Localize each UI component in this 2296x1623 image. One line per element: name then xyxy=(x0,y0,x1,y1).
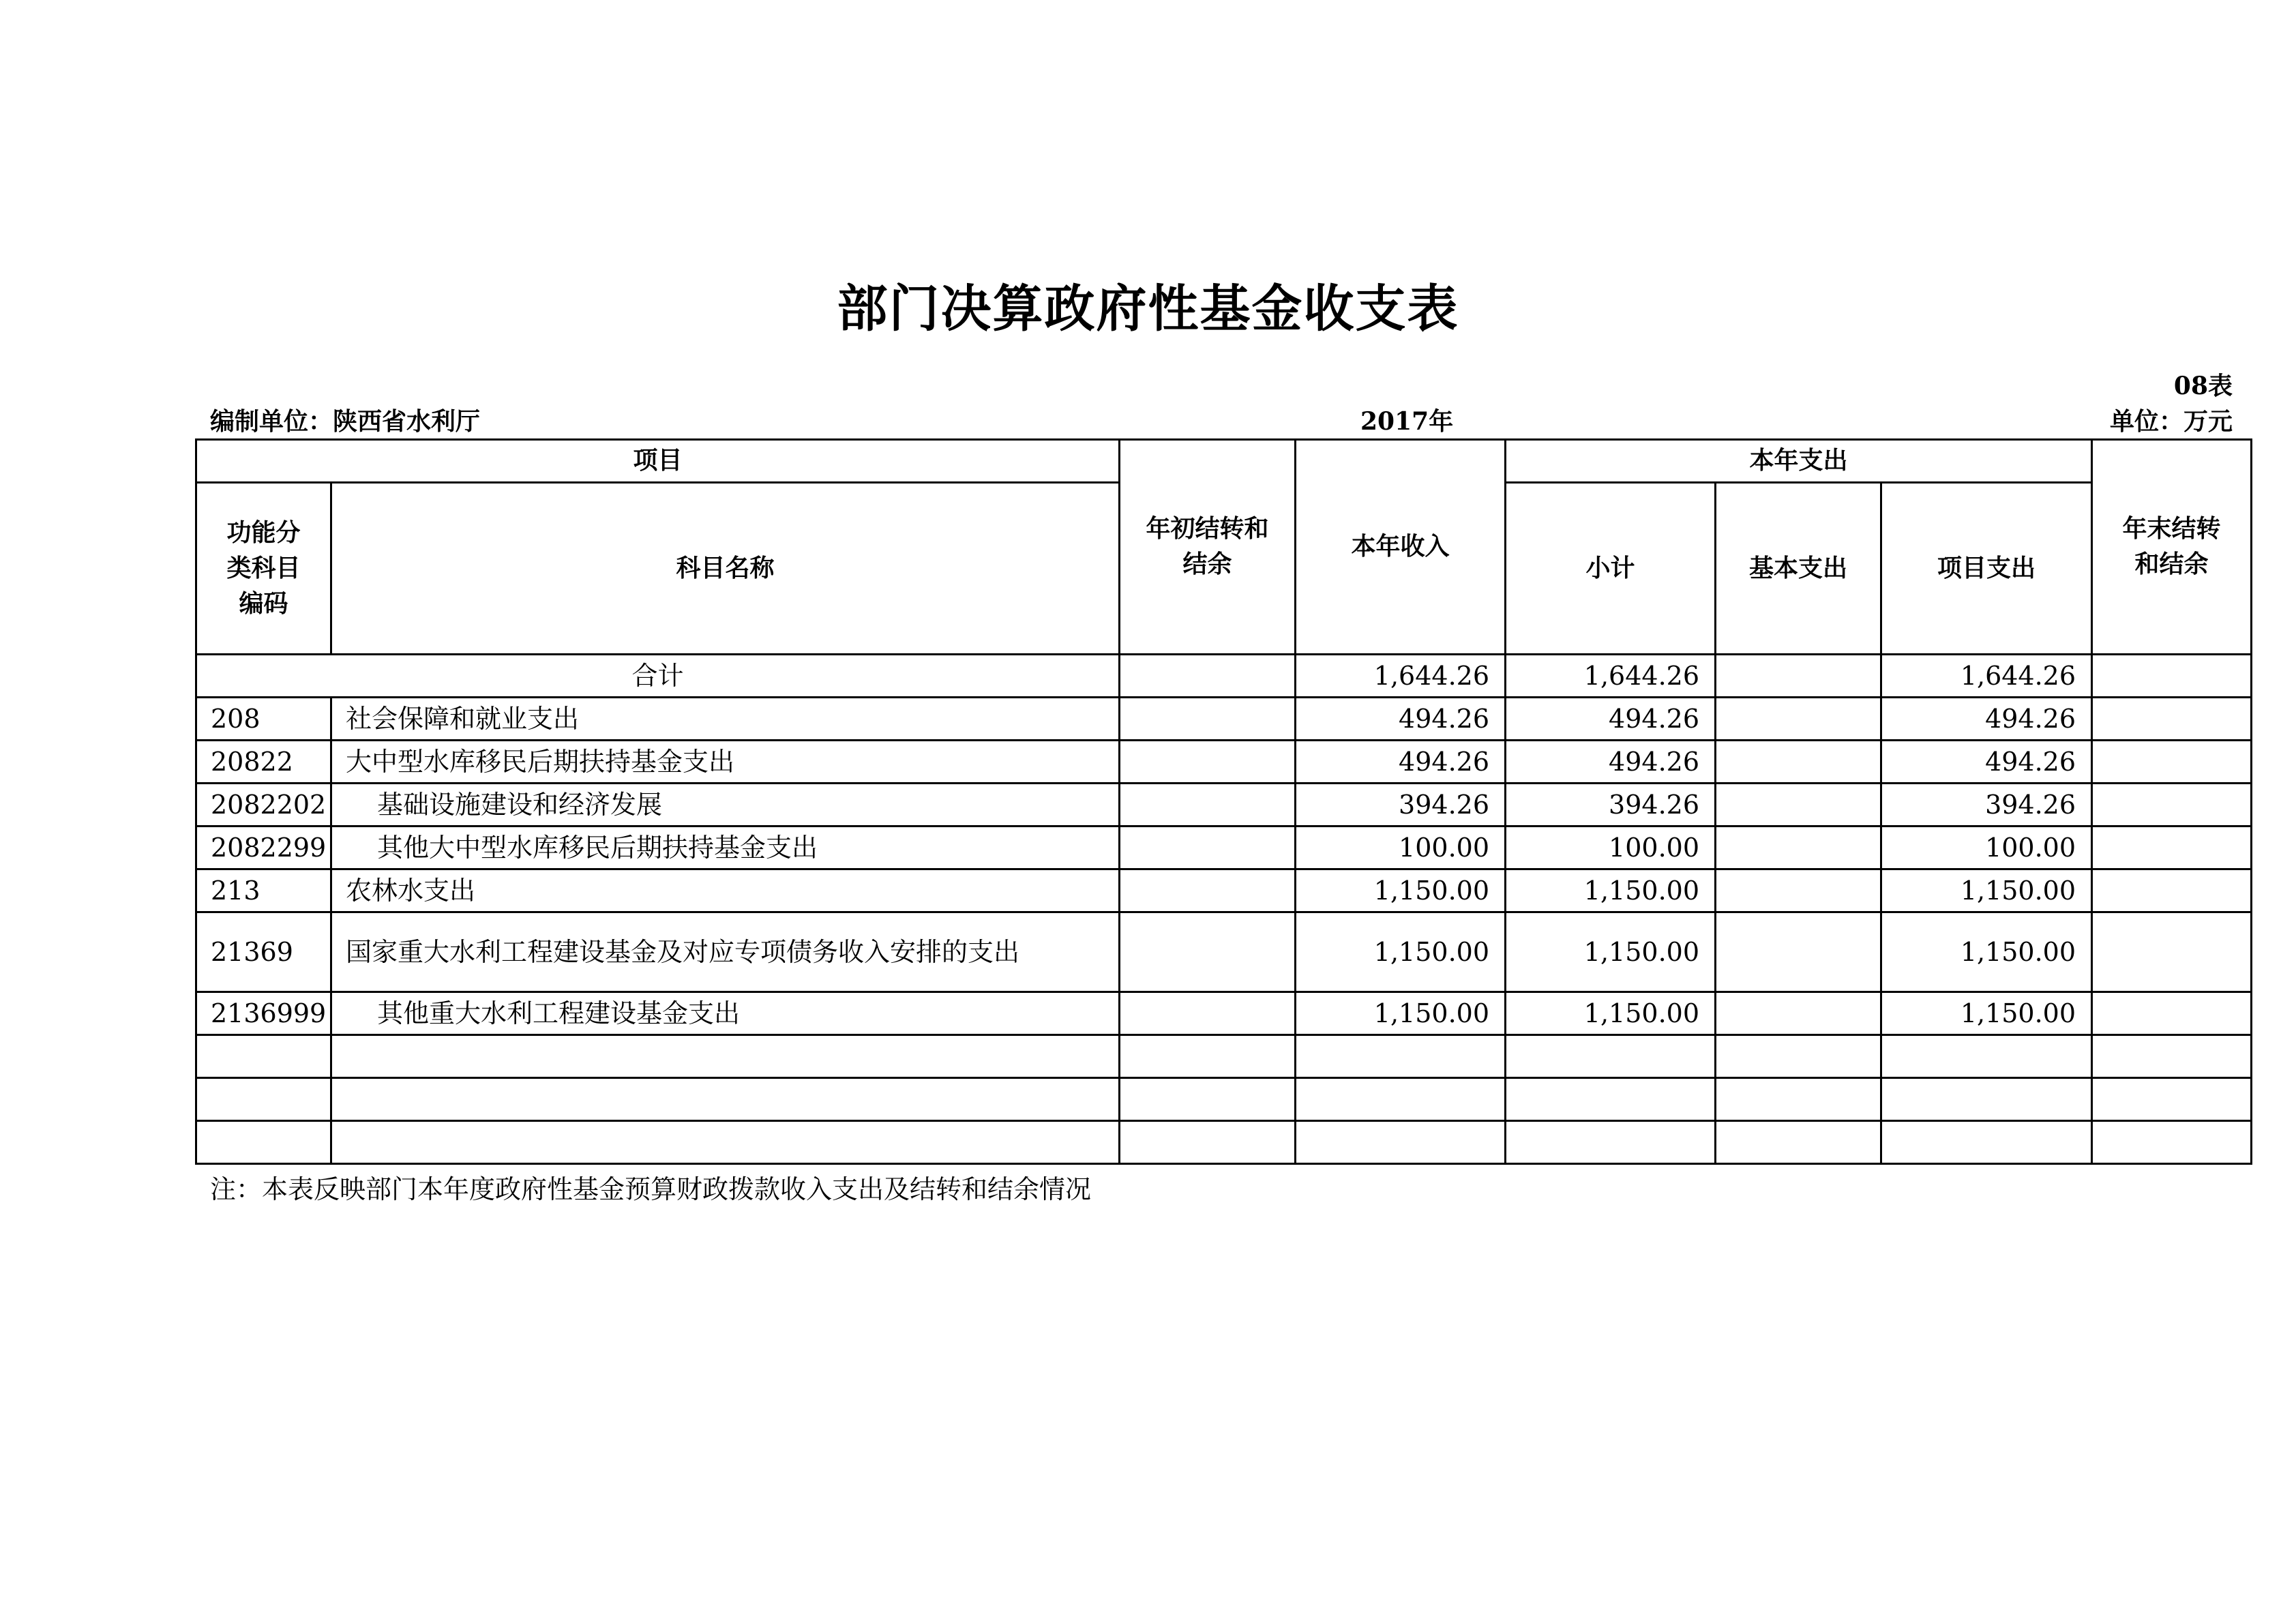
row-code: 20822 xyxy=(196,741,331,784)
row-name: 农林水支出 xyxy=(331,869,1120,912)
page-title: 部门决算政府性基金收支表 xyxy=(837,280,1459,338)
row-project: 494.26 xyxy=(1881,698,2092,741)
row-begin xyxy=(1120,784,1296,827)
row-end xyxy=(2092,784,2252,827)
compiling-unit: 编制单位：陕西省水利厅 xyxy=(210,407,481,436)
empty-cell xyxy=(1296,1035,1506,1078)
total-end xyxy=(2092,655,2252,698)
empty-cell xyxy=(1881,1121,2092,1164)
empty-row xyxy=(196,1078,2252,1121)
currency-unit: 单位：万元 xyxy=(2109,407,2233,436)
total-income: 1,644.26 xyxy=(1296,655,1506,698)
row-income: 100.00 xyxy=(1296,827,1506,869)
row-basic xyxy=(1716,992,1881,1035)
header-project-expense: 项目支出 xyxy=(1881,483,2092,655)
row-project: 1,150.00 xyxy=(1881,869,2092,912)
row-code: 2082299 xyxy=(196,827,331,869)
row-end xyxy=(2092,869,2252,912)
header-end-balance-text: 年末结转和结余 xyxy=(2122,515,2221,578)
empty-cell xyxy=(1296,1078,1506,1121)
empty-cell xyxy=(1881,1035,2092,1078)
row-begin xyxy=(1120,992,1296,1035)
header-basic: 基本支出 xyxy=(1716,483,1881,655)
total-begin xyxy=(1120,655,1296,698)
row-code: 213 xyxy=(196,869,331,912)
empty-cell xyxy=(2092,1121,2252,1164)
empty-cell xyxy=(1120,1078,1296,1121)
empty-cell xyxy=(1296,1121,1506,1164)
empty-cell xyxy=(1716,1121,1881,1164)
empty-cell xyxy=(331,1121,1120,1164)
row-end xyxy=(2092,698,2252,741)
row-begin xyxy=(1120,869,1296,912)
total-project: 1,644.26 xyxy=(1881,655,2092,698)
row-name: 社会保障和就业支出 xyxy=(331,698,1120,741)
table-row xyxy=(196,912,2252,992)
row-subtotal: 394.26 xyxy=(1506,784,1716,827)
row-code: 2136999 xyxy=(196,992,331,1035)
row-subtotal: 494.26 xyxy=(1506,741,1716,784)
row-basic xyxy=(1716,827,1881,869)
total-basic xyxy=(1716,655,1881,698)
header-income: 本年收入 xyxy=(1296,440,1506,655)
row-begin xyxy=(1120,827,1296,869)
empty-cell xyxy=(2092,1035,2252,1078)
table-row xyxy=(196,784,2252,827)
empty-cell xyxy=(331,1078,1120,1121)
fund-table xyxy=(195,438,2252,1165)
header-code-text: 功能分类科目编码 xyxy=(226,518,301,618)
total-label: 合计 xyxy=(196,655,1120,698)
table-number: 08表 xyxy=(2173,372,2233,400)
empty-cell xyxy=(331,1035,1120,1078)
header-end-balance xyxy=(2092,440,2252,655)
row-name: 基础设施建设和经济发展 xyxy=(331,784,1120,827)
row-begin xyxy=(1120,698,1296,741)
report-year: 2017年 xyxy=(1360,407,1454,436)
row-income: 494.26 xyxy=(1296,698,1506,741)
empty-cell xyxy=(1506,1121,1716,1164)
total-row xyxy=(196,655,2252,698)
row-basic xyxy=(1716,698,1881,741)
row-end xyxy=(2092,912,2252,992)
total-subtotal: 1,644.26 xyxy=(1506,655,1716,698)
empty-row xyxy=(196,1121,2252,1164)
header-begin-balance xyxy=(1120,440,1296,655)
row-income: 1,150.00 xyxy=(1296,992,1506,1035)
row-subtotal: 494.26 xyxy=(1506,698,1716,741)
row-income: 494.26 xyxy=(1296,741,1506,784)
empty-cell xyxy=(1120,1035,1296,1078)
row-code: 208 xyxy=(196,698,331,741)
row-name: 大中型水库移民后期扶持基金支出 xyxy=(331,741,1120,784)
row-project: 1,150.00 xyxy=(1881,992,2092,1035)
empty-cell xyxy=(1716,1078,1881,1121)
row-name: 其他大中型水库移民后期扶持基金支出 xyxy=(331,827,1120,869)
row-subtotal: 1,150.00 xyxy=(1506,912,1716,992)
empty-cell xyxy=(196,1035,331,1078)
row-project: 494.26 xyxy=(1881,741,2092,784)
header-subtotal: 小计 xyxy=(1506,483,1716,655)
empty-cell xyxy=(1716,1035,1881,1078)
header-expense-group: 本年支出 xyxy=(1506,440,2092,483)
row-begin xyxy=(1120,741,1296,784)
empty-cell xyxy=(1120,1121,1296,1164)
row-project: 100.00 xyxy=(1881,827,2092,869)
header-row-1 xyxy=(196,440,2252,483)
empty-row xyxy=(196,1035,2252,1078)
row-code: 2082202 xyxy=(196,784,331,827)
row-end xyxy=(2092,992,2252,1035)
row-basic xyxy=(1716,741,1881,784)
header-begin-balance-text: 年初结转和结余 xyxy=(1146,515,1269,578)
row-begin xyxy=(1120,912,1296,992)
row-basic xyxy=(1716,869,1881,912)
header-code xyxy=(196,483,331,655)
row-end xyxy=(2092,741,2252,784)
empty-cell xyxy=(2092,1078,2252,1121)
header-name: 科目名称 xyxy=(331,483,1120,655)
table-row xyxy=(196,992,2252,1035)
header-project: 项目 xyxy=(196,440,1120,483)
row-basic xyxy=(1716,784,1881,827)
row-basic xyxy=(1716,912,1881,992)
row-project: 1,150.00 xyxy=(1881,912,2092,992)
row-subtotal: 100.00 xyxy=(1506,827,1716,869)
empty-cell xyxy=(1506,1035,1716,1078)
row-name: 国家重大水利工程建设基金及对应专项债务收入安排的支出 xyxy=(331,912,1120,992)
table-row xyxy=(196,827,2252,869)
row-project: 394.26 xyxy=(1881,784,2092,827)
row-income: 1,150.00 xyxy=(1296,869,1506,912)
row-name: 其他重大水利工程建设基金支出 xyxy=(331,992,1120,1035)
row-income: 394.26 xyxy=(1296,784,1506,827)
row-end xyxy=(2092,827,2252,869)
table-row xyxy=(196,698,2252,741)
empty-cell xyxy=(196,1078,331,1121)
table-row xyxy=(196,741,2252,784)
empty-cell xyxy=(1506,1078,1716,1121)
row-income: 1,150.00 xyxy=(1296,912,1506,992)
empty-cell xyxy=(1881,1078,2092,1121)
row-code: 21369 xyxy=(196,912,331,992)
empty-cell xyxy=(196,1121,331,1164)
row-subtotal: 1,150.00 xyxy=(1506,869,1716,912)
footnote: 注：本表反映部门本年度政府性基金预算财政拨款收入支出及结转和结余情况 xyxy=(210,1174,1092,1204)
table-row xyxy=(196,869,2252,912)
row-subtotal: 1,150.00 xyxy=(1506,992,1716,1035)
